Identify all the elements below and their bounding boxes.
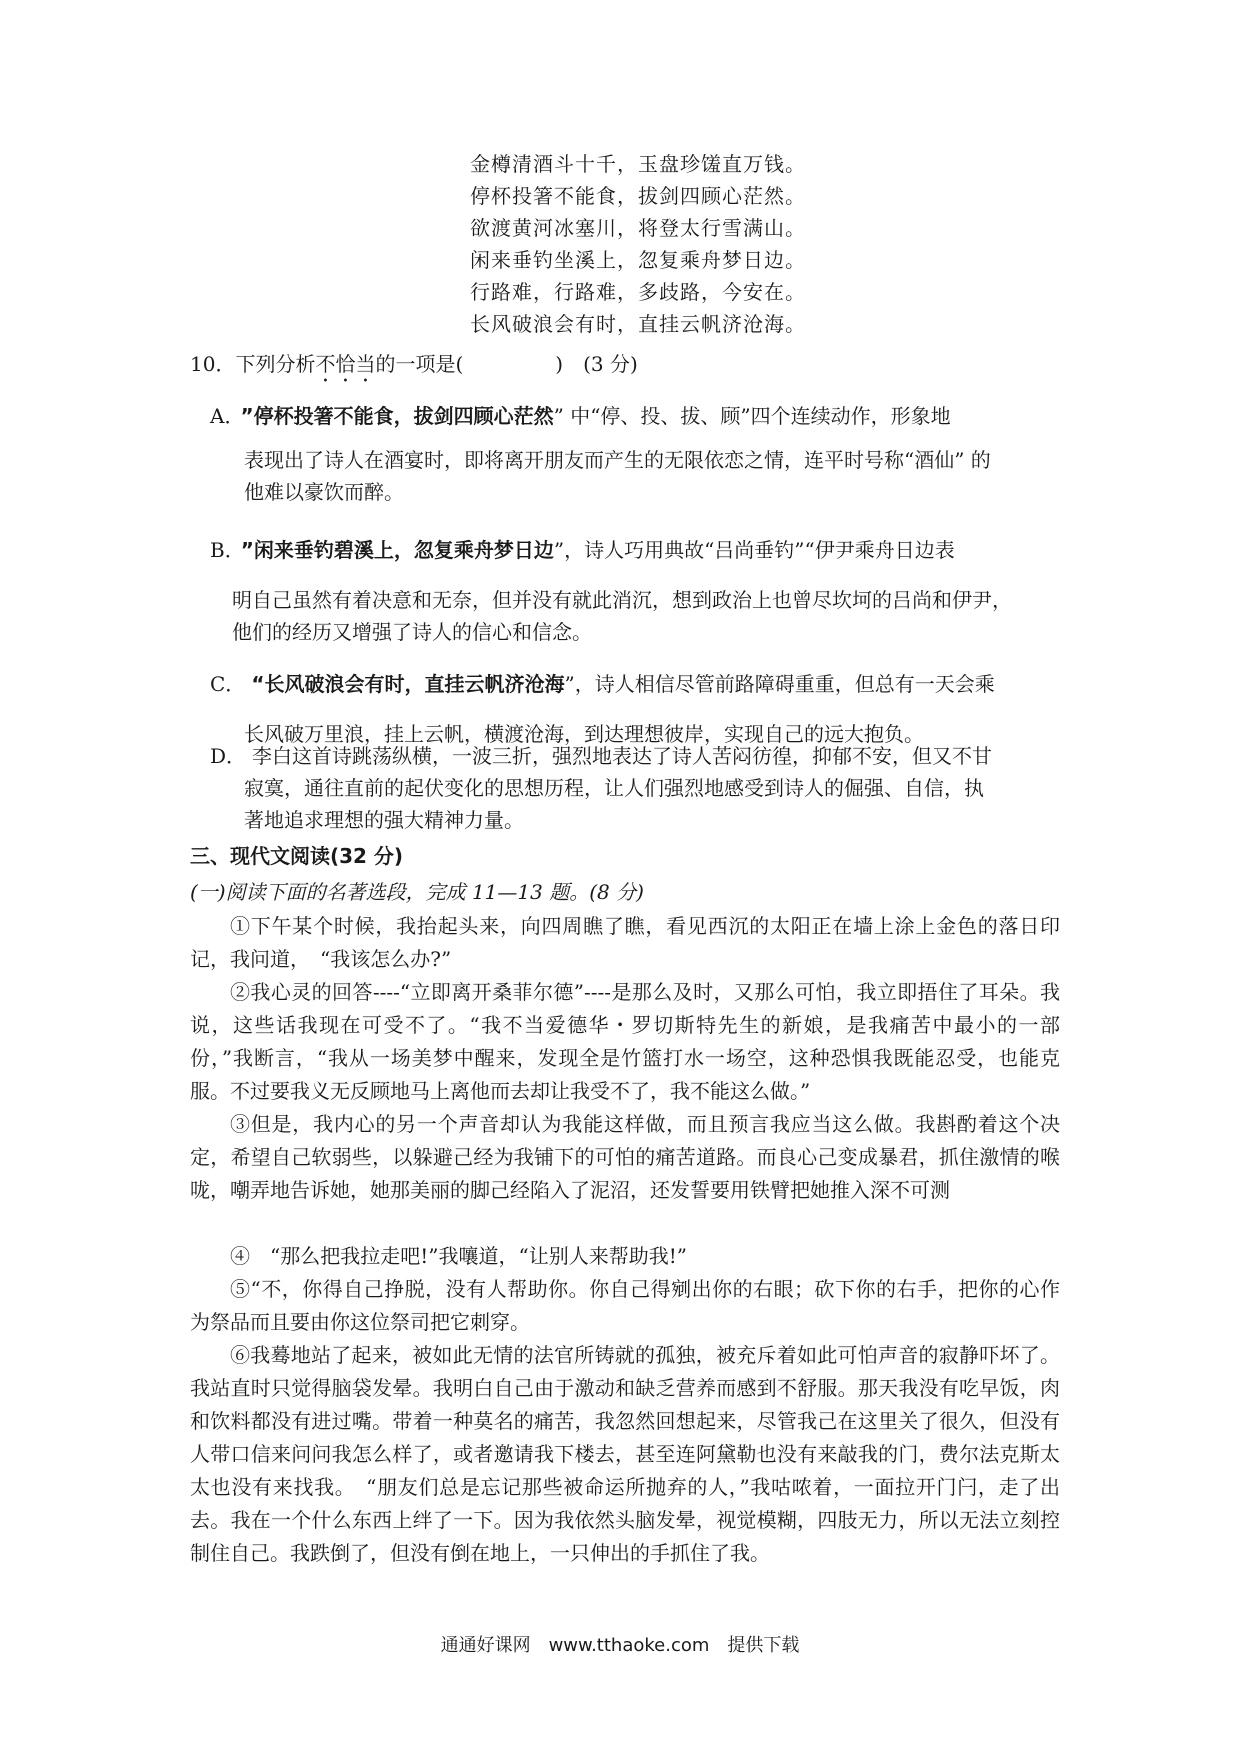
question-10-emphasis: 不恰当 bbox=[315, 352, 376, 376]
poem-line: 金樽清酒斗十千，玉盘珍馐直万钱。 bbox=[470, 152, 806, 176]
option-quote: “长风破浪会有时，直挂云帆济沧海 bbox=[251, 672, 565, 696]
option-label: C． bbox=[210, 672, 246, 696]
passage-paragraph-1: ①下午某个时候，我抬起头来，向四周瞧了瞧，看见西沉的太阳正在墙上涂上金色的落日印记，我问道， “我该怎么办?” bbox=[190, 914, 1060, 971]
subsection-title: (一)阅读下面的名著选段，完成 11—13 题。(8 分) bbox=[190, 880, 644, 904]
passage-paragraph-6: ⑥我蓦地站了起来，被如此无情的法官所铸就的孤独，被充斥着如此可怕声音的寂静吓坏了。我站直时只觉得脑袋发晕。我明白自己由于激动和缺乏营养而感到不舒服。那天我没有吃早饭，肉和饮料都没有进过嘴。带着一种莫名的痛苦，我忽然回想起来，尽管我己在这里关了很久，但没有人带口信来问问我怎么样了，或者邀请我下楼去，甚至连阿黛勒也没有来敲我的门，费尔法克斯太太也没有来找我。 “朋友们总是忘记那些被命运所抛弃的人，”我咕哝着，一面拉开门闩，走了出去。我在一个什么东西上绊了一下。因为我依然头脑发晕，视觉模糊，四肢无力，所以无法立刻控制住自己。我跌倒了，但没有倒在地上，一只伸出的手抓住了我。 bbox=[190, 1343, 1060, 1565]
option-label: B． bbox=[210, 538, 235, 562]
question-10-end: ) (3 分) bbox=[555, 352, 638, 376]
option-label: D． bbox=[210, 744, 247, 768]
passage-paragraph-2: ②我心灵的回答----“立即离开桑菲尔德”----是那么及时，又那么可怕，我立即捂住了耳朵。我说，这些话我现在可受不了。“我不当爱德华・罗切斯特先生的新娘，是我痛苦中最小的一部份，”我断言，“我从一场美梦中醒来，发现全是竹篮打水一场空，这种恐惧我既能忍受，也能克服。不过要我义无反顾地马上离他而去却让我受不了，我不能这么做。” bbox=[190, 980, 1060, 1103]
option-text: 表现出了诗人在酒宴时，即将离开朋友而产生的无限依恋之情，连平时号称“酒仙” 的 bbox=[244, 448, 991, 472]
option-text: ”，诗人巧用典故“吕尚垂钓”“伊尹乘舟日边表 bbox=[553, 538, 955, 562]
option-label: A． bbox=[210, 404, 235, 428]
option-text: ”，诗人相信尽管前路障碍重重，但总有一天会乘 bbox=[564, 672, 995, 696]
option-quote: ”停杯投箸不能食，拔剑四顾心茫然 bbox=[240, 404, 554, 428]
option-c bbox=[210, 668, 1060, 750]
option-text: 他难以豪饮而醉。 bbox=[244, 480, 404, 504]
poem-block bbox=[470, 148, 806, 340]
option-text: 明自己虽然有着决意和无奈，但并没有就此消沉，想到政治上也曾尽坎坷的吕尚和伊尹， bbox=[232, 588, 1012, 612]
option-b bbox=[210, 534, 1060, 648]
option-text: ” 中“停、投、拔、顾”四个连续动作，形象地 bbox=[553, 404, 951, 428]
question-10 bbox=[190, 348, 638, 387]
poem-line: 欲渡黄河冰塞川，将登太行雪满山。 bbox=[470, 216, 806, 240]
option-text: 寂寞，通往直前的起伏变化的思想历程，让人们强烈地感受到诗人的倔强、自信，执 bbox=[244, 776, 984, 800]
option-a bbox=[210, 400, 1060, 508]
poem-line: 长风破浪会有时，直挂云帆济沧海。 bbox=[470, 312, 806, 336]
option-d bbox=[210, 740, 1060, 836]
option-quote: ”闲来垂钓碧溪上，忽复乘舟梦日边 bbox=[240, 538, 554, 562]
option-text: 李白这首诗跳荡纵横，一波三折，强烈地表达了诗人苦闷彷徨，抑郁不安，但又不甘 bbox=[252, 744, 993, 768]
passage-paragraph-5: ⑤“不，你得自己挣脱，没有人帮助你。你自己得剜出你的右眼；砍下你的右手，把你的心作为祭品而且要由你这位祭司把它刺穿。 bbox=[190, 1277, 1060, 1334]
option-text: 著地追求理想的强大精神力量。 bbox=[244, 808, 524, 832]
question-10-mid: 的一项是( bbox=[375, 352, 464, 376]
passage-paragraph-4: ④ “那么把我拉走吧!”我嚷道，“让别人来帮助我!” bbox=[230, 1244, 687, 1268]
poem-line: 行路难，行路难，多歧路，今安在。 bbox=[470, 280, 806, 304]
page-footer: 通通好课网 www.tthaoke.com 提供下载 bbox=[440, 1635, 800, 1656]
section-title: 三、现代文阅读(32 分) bbox=[190, 844, 404, 868]
poem-line: 闲来垂钓坐溪上，忽复乘舟梦日边。 bbox=[470, 248, 806, 272]
poem-line: 停杯投箸不能食，拔剑四顾心茫然。 bbox=[470, 184, 806, 208]
question-10-prefix: 10．下列分析 bbox=[190, 352, 316, 376]
option-text: 他们的经历又增强了诗人的信心和信念。 bbox=[232, 620, 592, 644]
option-text: 长风破万里浪，挂上云帆，横渡沧海，到达理想彼岸，实现自己的远大抱负。 bbox=[244, 722, 924, 746]
passage-paragraph-3: ③但是，我内心的另一个声音却认为我能这样做，而且预言我应当这么做。我斟酌着这个决定，希望自己软弱些，以躲避己经为我铺下的可怕的痛苦道路。而良心己变成暴君，抓住激情的喉咙，嘲弄地告诉她，她那美丽的脚己经陷入了泥沼，还发誓要用铁臂把她推入深不可测 bbox=[190, 1112, 1060, 1202]
